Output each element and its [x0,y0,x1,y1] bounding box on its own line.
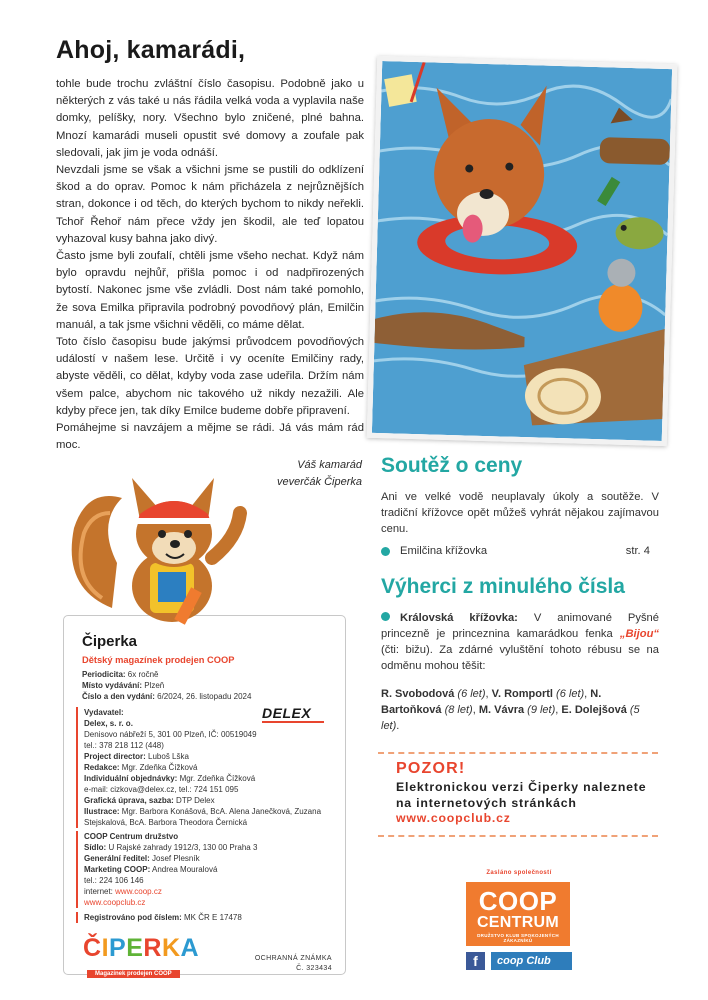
graphic-value: DTP Delex [173,796,215,805]
winners-text-part: (čti: bižu). Za zdárné vyluštění tohoto rébusu se na odměnu mohou těšit: [381,644,659,672]
notice-text [396,780,656,827]
winner-age: (9 let) [527,704,556,716]
winner-name: V. Romportl [491,688,553,700]
intro-text [56,76,364,454]
coop-phone: tel.: 224 106 146 [84,876,144,885]
staff-label: Redakce: [84,763,120,772]
logo-letter: P [109,934,127,962]
ciperka-logo-letters [83,934,225,962]
coopclub-web-link[interactable]: www.coopclub.cz [84,898,146,907]
staff-value: Mgr. Zdeňka Čížková [177,774,256,783]
delex-logo: DELEX [262,705,312,721]
meta-label: Periodicita: [82,670,126,679]
publisher-email: e-mail: cizkova@delex.cz, tel.: 724 151 095 [84,785,239,794]
coop-marketing-value: Andrea Mouralová [150,865,218,874]
meta-label: Místo vydávání: [82,681,143,690]
coop-name: COOP Centrum družstvo [84,832,179,841]
winner-name: M. Vávra [478,704,525,716]
winner-sep: , [472,704,479,716]
illustration-label: Ilustrace: [84,807,120,816]
publisher-phone: tel.: 378 218 112 (448) [84,741,164,750]
coop-internet-label: internet: [84,887,116,896]
divider [378,752,658,754]
winner-age: (8 let) [444,704,473,716]
logo-letter: K [161,934,181,962]
winner-sep: , [555,704,562,716]
colophon-meta [82,669,332,702]
meta-value: 6x ročně [125,670,159,679]
winner-age: (6 let) [556,688,585,700]
coop-marketing-label: Marketing COOP: [84,865,151,874]
meta-value: 6/2024, 26. listopadu 2024 [154,692,252,701]
ciperka-logo [83,934,225,977]
logo-letter: E [126,934,144,962]
facebook-icon[interactable]: f [466,952,485,970]
coop-sent-by: Zasláno společností [486,870,552,876]
staff-label: Individuální objednávky: [84,774,178,783]
coop-logo-block [466,870,572,970]
logo-letter: A [180,934,200,962]
trademark-line: OCHRANNÁ ZNÁMKA [254,955,332,962]
meta-label: Číslo a den vydání: [82,692,155,701]
notice-heading: POZOR! [396,760,466,777]
staff-value: Luboš Lška [145,752,189,761]
coop-logo-centrum: CENTRUM [476,914,560,931]
trademark-number: Č. 323434 [296,965,332,972]
winner-name: N. Bartoňková [381,688,602,716]
coop-section [76,831,336,908]
coop-director-value: Josef Plesník [149,854,200,863]
coop-club-logo[interactable]: coop Club [491,952,572,970]
intro-paragraph: Nevzdali jsme se však a všichni jsme se pustili do odklízení škod a do oprav. Pomoc k nám přicházela z nejrůznějších stran, dokonce i od těch, do kterých bychom to nikdy neřekli. Tchoř Řehoř nám přece vždy jen škodil, ale teď lopatou vyhazoval kusy bahna jako divý. [56,164,364,245]
winners-text [381,610,659,674]
contest-item [381,545,650,557]
colophon-title: Čiperka [82,633,138,650]
page-title: Ahoj, kamarádi, [56,36,246,64]
bullet-icon [381,612,390,621]
winner-sep: , [485,688,492,700]
intro-paragraph: Pomáhejme si navzájem a mějme se rádi. Já vás mám rád moc. [56,422,364,452]
publisher-section [76,707,336,828]
intro-paragraph: Často jsme byli zoufalí, chtěli jsme všeho nechat. Když nám bylo opravdu nejhůř, přišla pomoc i od nadpřirozených bytostí. Nakonec jsme vše zvládli. Dost nám také pomohlo, že sova Emilka připravila podrobný povodňový plán, Emilčin manuál, a tak jsme všichni věděli, co máme dělat. [56,250,364,331]
graphic-label: Grafická úprava, sazba: [84,796,174,805]
winner-name: E. Dolejšová [561,704,627,716]
staff-label: Project director: [84,752,146,761]
ciperka-logo-tagline: Magazínek prodejen COOP [87,970,180,978]
bullet-icon [381,547,390,556]
publisher-name: Delex, s. r. o. [84,719,133,728]
colophon-subtitle: Dětský magazínek prodejen COOP [82,655,235,665]
winners-text-part: V animované Pyšné princezně je princeznina kamarádkou fenka [381,612,659,640]
logo-letter: Č [83,934,102,962]
signature [277,457,362,491]
winners-lead: Královská křížovka: [400,612,518,624]
staff-value: Mgr. Zdeňka Čížková [119,763,198,772]
coopclub-link[interactable]: www.coopclub.cz [396,811,511,825]
divider [378,835,658,837]
winner-name: R. Svobodová [381,688,455,700]
publisher-address: Denisovo nábřeží 5, 301 00 Plzeň, IČ: 00519049 [84,730,257,739]
winner-sep: . [396,720,400,732]
contest-text: Ani ve velké vodě neuplavaly úkoly a soutěže. V tradiční křížovce opět můžeš vyhrát nějakou zajímavou cenu. [381,491,659,535]
coop-web-link[interactable]: www.coop.cz [115,887,162,896]
meta-value: Plzeň [142,681,165,690]
trademark [240,954,332,974]
winners-bijou: „Bijou“ [619,628,659,640]
coop-director-label: Generální ředitel: [84,854,150,863]
intro-paragraph: tohle bude trochu zvláštní číslo časopisu. Podobně jako u některých z vás také u nás řádila velká voda a vyplavila naše domky, pelíšky, nory. Všechno bylo zničené, plné bahna. Mnozí kamarádi museli opustit své domovy a zoufale pak sledovali, jak jim je voda odnáší. [56,78,364,159]
winner-age: (6 let) [457,688,486,700]
notice-body: Elektronickou verzi Čiperky naleznete na internetových stránkách [396,780,647,810]
winners-names [381,686,659,734]
flood-illustration [367,56,678,446]
squirrel-mascot [62,468,262,626]
coop-centrum-logo [466,882,570,946]
contest-title: Soutěž o ceny [381,454,523,477]
contest-item-label: Emilčina křížovka [400,545,488,557]
coop-seat-value: U Rajské zahrady 1912/3, 130 00 Praha 3 [106,843,258,852]
coop-logo-word: COOP [478,886,558,916]
registration [76,912,336,923]
winner-age: (5 let) [381,704,640,732]
illustration-value: Mgr. Barbora Konášová, BcA. Alena Janečková, Zuzana Stejskalová, BcA. Barbora Theodora Černická [84,807,322,827]
signature-line: Váš kamarád [297,459,362,471]
coop-logo-small: DRUŽSTVO KLUB SPOKOJENÝCH ZÁKAZNÍKŮ [477,933,559,943]
logo-letter: I [101,934,110,962]
contest-item-page: str. 4 [625,545,650,557]
winner-sep: , [584,688,591,700]
logo-letter: R [143,934,162,962]
registration-label: Registrováno pod číslem: [84,913,182,922]
registration-value: MK ČR E 17478 [181,913,242,922]
social-row [466,952,572,970]
coop-seat-label: Sídlo: [84,843,107,852]
signature-name: veverčák Čiperka [277,476,362,488]
intro-paragraph: Toto číslo časopisu bude jakýmsi průvodcem povodňových událostí v našem lese. Určitě i vy oceníte Emilčiny rady, abyste věděli, co dělat, kdyby voda zase udeřila. Držím nám všem palce, abychom nic takového už nikdy nezažili. Ale kdyby přece jen, tak díky Emilce budeme dobře připravení. [56,336,364,417]
publisher-label: Vydavatel: [84,708,124,717]
winners-title: Výherci z minulého čísla [381,575,625,598]
colophon-box [63,615,346,975]
